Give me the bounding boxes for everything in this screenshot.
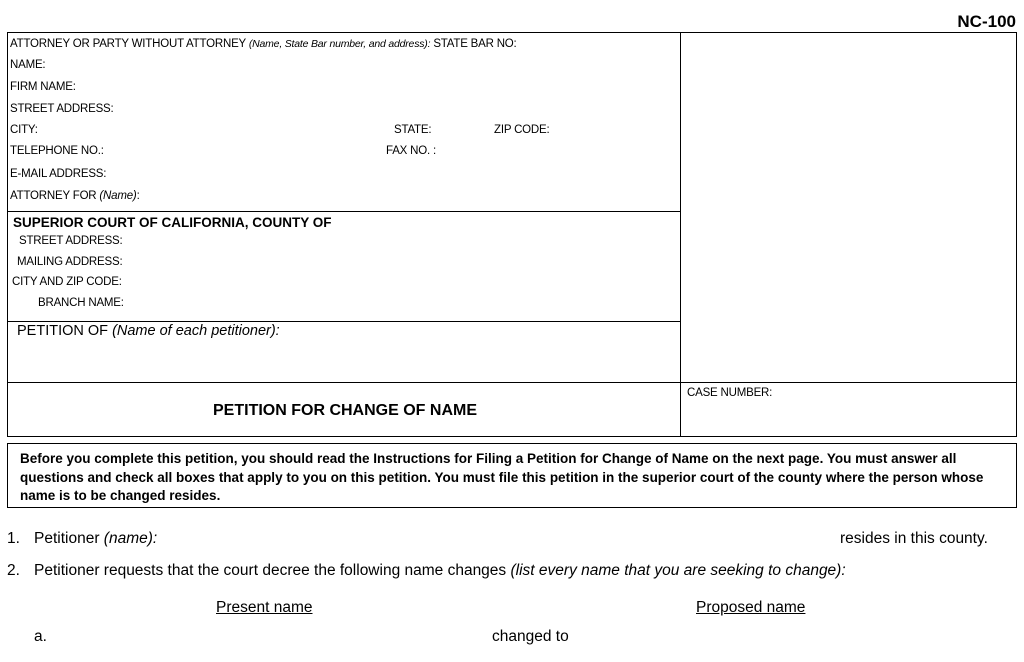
attorney-for-text: ATTORNEY FOR: [10, 190, 97, 202]
changed-to-text: changed to: [492, 628, 569, 645]
attorney-header-note: (Name, State Bar number, and address):: [248, 38, 431, 50]
petition-of-label: [17, 323, 280, 339]
city-label: CITY:: [10, 124, 38, 136]
attorney-for-label: [10, 190, 140, 202]
proposed-name-header: Proposed name: [696, 599, 806, 616]
telephone-label: TELEPHONE NO.:: [10, 145, 104, 157]
email-label: E-MAIL ADDRESS:: [10, 168, 107, 180]
petition-of-text: PETITION OF: [17, 323, 109, 339]
name-change-note: (list every name that you are seeking to change):: [510, 562, 846, 579]
fax-label: FAX NO. :: [386, 145, 436, 157]
street-address-label: STREET ADDRESS:: [10, 103, 114, 115]
item-2-label: [34, 562, 846, 580]
item-1-number: 1.: [7, 530, 20, 547]
state-bar-label: STATE BAR NO:: [433, 38, 517, 50]
zip-code-label: ZIP CODE:: [494, 124, 550, 136]
form-id: NC-100: [957, 12, 1016, 31]
petitioner-note: (name):: [103, 530, 158, 547]
petitioner-label: Petitioner: [34, 530, 100, 547]
court-branch-label: BRANCH NAME:: [38, 297, 124, 309]
instructions-notice: [7, 443, 1017, 508]
court-city-zip-label: CITY AND ZIP CODE:: [12, 276, 122, 288]
firm-name-label: FIRM NAME:: [10, 81, 76, 93]
petition-of-note: (Name of each petitioner):: [112, 323, 280, 339]
court-title: SUPERIOR COURT OF CALIFORNIA, COUNTY OF: [13, 215, 332, 230]
present-name-header: Present name: [216, 599, 313, 616]
row-a-label: a.: [34, 628, 47, 645]
attorney-header: [10, 38, 517, 50]
notice-text: Before you complete this petition, you should read the Instructions for Filing a Petition for Change of Name on the next page. You must answer all questions and check all boxes that apply to you on this petition. You must file this petition in the superior court of the county where the person whose name is to be changed resides.: [20, 451, 984, 503]
court-use-box: [680, 32, 1017, 383]
court-street-label: STREET ADDRESS:: [19, 235, 123, 247]
item-1-label: [34, 530, 157, 548]
name-change-request: Petitioner requests that the court decree the following name changes: [34, 562, 507, 579]
state-label: STATE:: [394, 124, 432, 136]
court-mailing-label: MAILING ADDRESS:: [17, 256, 123, 268]
attorney-section: [7, 32, 681, 212]
resides-text: resides in this county.: [840, 530, 988, 547]
attorney-for-colon: :: [136, 190, 140, 202]
case-number-box: [680, 382, 1017, 437]
case-number-label: CASE NUMBER:: [687, 387, 773, 399]
item-2-number: 2.: [7, 562, 20, 579]
title-section: [7, 382, 681, 437]
attorney-for-note: (Name): [99, 190, 137, 202]
form-title: PETITION FOR CHANGE OF NAME: [213, 402, 477, 419]
attorney-header-text: ATTORNEY OR PARTY WITHOUT ATTORNEY: [10, 38, 246, 50]
court-section: [7, 211, 681, 322]
name-label: NAME:: [10, 59, 46, 71]
petition-of-section: [7, 321, 681, 383]
